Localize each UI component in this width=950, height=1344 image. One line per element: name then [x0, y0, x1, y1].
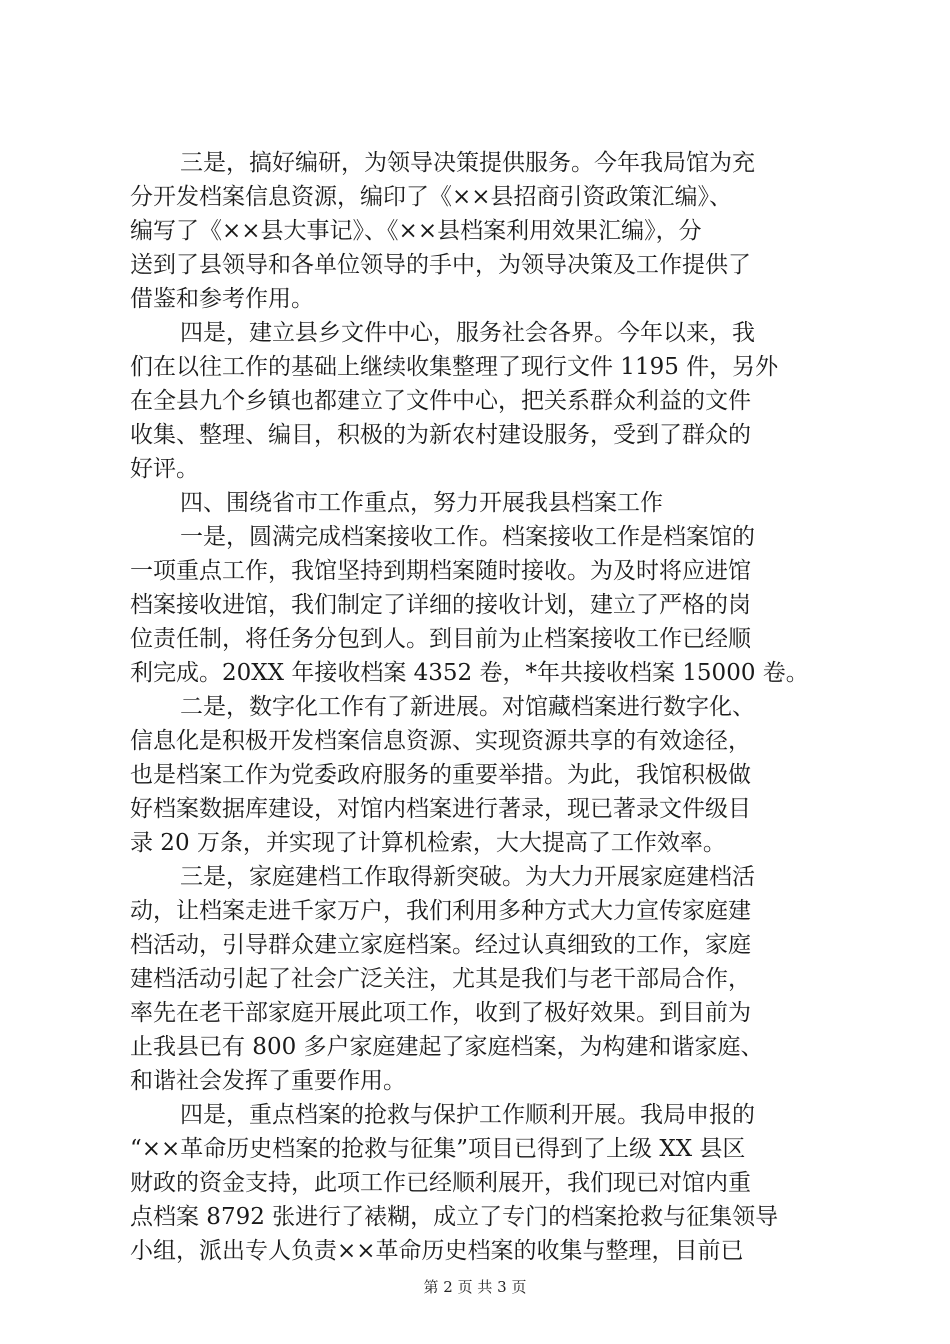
text-line: “××革命历史档案的抢救与征集”项目已得到了上级 XX 县区	[130, 1136, 746, 1162]
text-line: 止我县已有 800 多户家庭建起了家庭档案，为构建和谐家庭、	[130, 1034, 764, 1060]
section-heading: 四、围绕省市工作重点，努力开展我县档案工作	[180, 490, 663, 516]
text-line: 也是档案工作为党委政府服务的重要举措。为此，我馆积极做	[130, 762, 751, 788]
text-line: 四是，重点档案的抢救与保护工作顺利开展。我局申报的	[180, 1102, 755, 1128]
text-line: 小组，派出专人负责××革命历史档案的收集与整理，目前已	[130, 1238, 744, 1264]
text-line: 好评。	[130, 456, 199, 482]
text-line: 在全县九个乡镇也都建立了文件中心，把关系群众利益的文件	[130, 388, 751, 414]
text-line: 财政的资金支持，此项工作已经顺利展开，我们现已对馆内重	[130, 1170, 751, 1196]
text-line: 分开发档案信息资源，编印了《××县招商引资政策汇编》、	[130, 184, 733, 210]
page-footer: 第 2 页 共 3 页	[423, 1278, 527, 1296]
text-line: 收集、整理、编目，积极的为新农村建设服务，受到了群众的	[130, 422, 751, 448]
text-line: 一项重点工作，我馆坚持到期档案随时接收。为及时将应进馆	[130, 558, 751, 584]
text-line: 录 20 万条，并实现了计算机检索，大大提高了工作效率。	[130, 830, 726, 856]
text-line: 借鉴和参考作用。	[130, 286, 314, 312]
text-line: 位责任制，将任务分包到人。到目前为止档案接收工作已经顺	[130, 626, 751, 652]
text-line: 动，让档案走进千家万户，我们利用多种方式大力宣传家庭建	[130, 898, 751, 924]
text-line: 四是，建立县乡文件中心，服务社会各界。今年以来，我	[180, 320, 755, 346]
text-line: 好档案数据库建设，对馆内档案进行著录，现已著录文件级目	[130, 796, 751, 822]
text-line: 点档案 8792 张进行了裱糊，成立了专门的档案抢救与征集领导	[130, 1204, 779, 1230]
text-line: 三是，家庭建档工作取得新突破。为大力开展家庭建档活	[180, 864, 755, 890]
text-line: 率先在老干部家庭开展此项工作，收到了极好效果。到目前为	[130, 1000, 751, 1026]
text-line: 利完成。20XX 年接收档案 4352 卷，*年共接收档案 15000 卷。	[130, 660, 809, 686]
text-line: 送到了县领导和各单位领导的手中，为领导决策及工作提供了	[130, 252, 751, 278]
text-line: 二是，数字化工作有了新进展。对馆藏档案进行数字化、	[180, 694, 755, 720]
text-line: 一是，圆满完成档案接收工作。档案接收工作是档案馆的	[180, 524, 755, 550]
text-line: 们在以往工作的基础上继续收集整理了现行文件 1195 件，另外	[130, 354, 779, 380]
text-line: 档活动，引导群众建立家庭档案。经过认真细致的工作，家庭	[130, 932, 751, 958]
text-line: 编写了《××县大事记》、《××县档案利用效果汇编》，分	[130, 218, 702, 244]
text-line: 和谐社会发挥了重要作用。	[130, 1068, 406, 1094]
text-line: 三是，搞好编研，为领导决策提供服务。今年我局馆为充	[180, 150, 755, 176]
text-line: 档案接收进馆，我们制定了详细的接收计划，建立了严格的岗	[130, 592, 751, 618]
text-line: 建档活动引起了社会广泛关注，尤其是我们与老干部局合作，	[130, 966, 751, 992]
text-line: 信息化是积极开发档案信息资源、实现资源共享的有效途径，	[130, 728, 751, 754]
